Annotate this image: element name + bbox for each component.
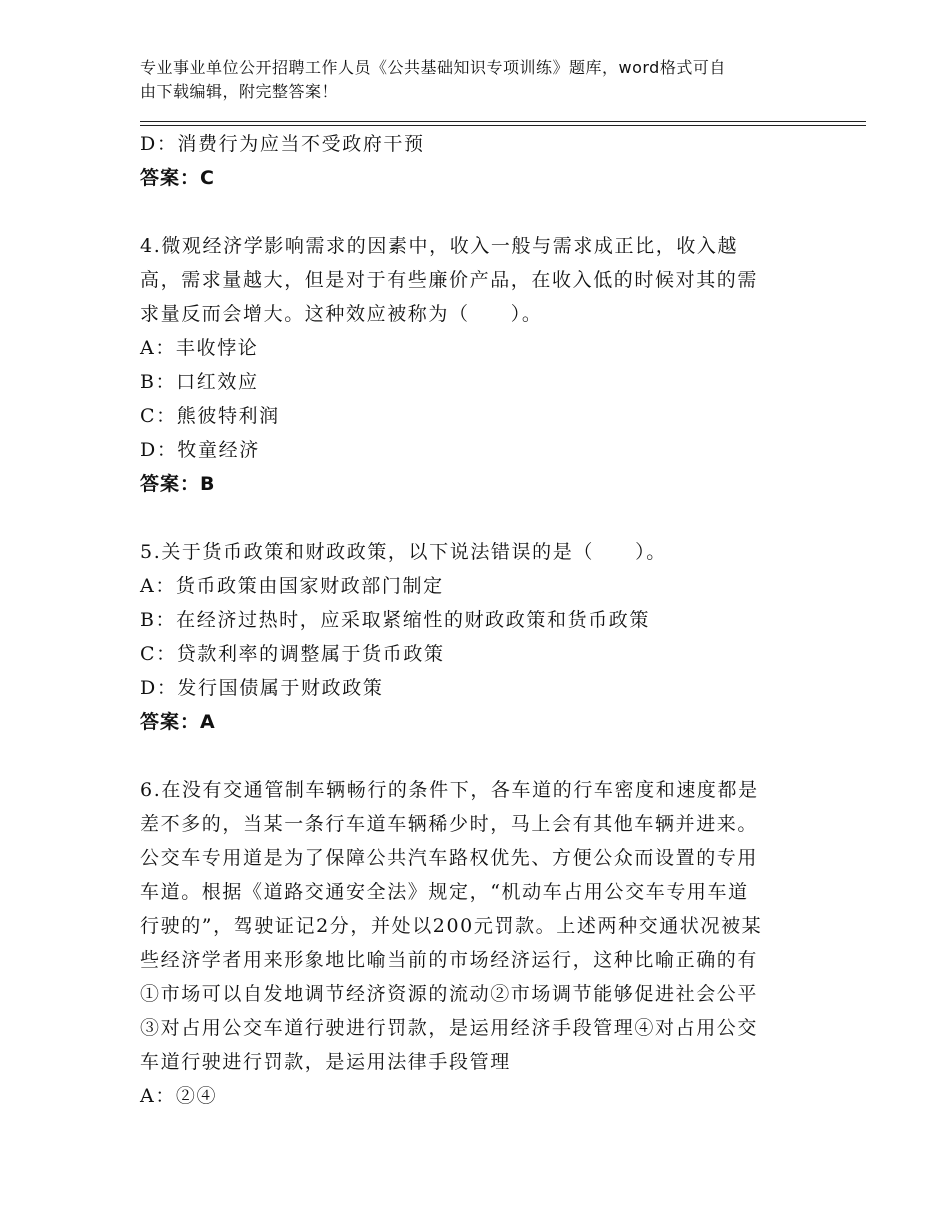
question-text-line: 6.在没有交通管制车辆畅行的条件下，各车道的行车密度和速度都是 <box>140 779 759 801</box>
question-text-line: 求量反而会增大。这种效应被称为（ ）。 <box>140 303 543 325</box>
header-rule-top <box>140 121 866 122</box>
option-a: A：货币政策由国家财政部门制定 <box>140 575 444 597</box>
answer-label: 答案：C <box>140 167 215 189</box>
question-text-line: ①市场可以自发地调节经济资源的流动②市场调节能够促进社会公平 <box>140 983 759 1005</box>
question-text-line: 差不多的，当某一条行车道车辆稀少时，马上会有其他车辆并进来。 <box>140 813 759 835</box>
option-c: C：贷款利率的调整属于货币政策 <box>140 643 445 665</box>
question-text-line: 5.关于货币政策和财政政策，以下说法错误的是（ ）。 <box>140 541 667 563</box>
question-5 <box>140 535 820 739</box>
option-a: A：丰收悖论 <box>140 337 259 359</box>
question-4 <box>140 229 820 501</box>
question-6 <box>140 773 820 1113</box>
spacer <box>140 501 820 535</box>
question-text-line: 些经济学者用来形象地比喻当前的市场经济运行，这种比喻正确的有 <box>140 949 759 971</box>
question-text-line: 公交车专用道是为了保障公共汽车路权优先、方便公众而设置的专用 <box>140 847 759 869</box>
question-text-line: 行驶的”，驾驶证记2分，并处以200元罚款。上述两种交通状况被某 <box>140 915 763 937</box>
spacer <box>140 195 820 229</box>
header-line-2: 由下载编辑，附完整答案！ <box>140 82 339 101</box>
question-3-tail <box>140 127 820 195</box>
option-a: A：②④ <box>140 1085 218 1107</box>
spacer <box>140 739 820 773</box>
page-header <box>140 56 820 104</box>
option-b: B：在经济过热时，应采取紧缩性的财政政策和货币政策 <box>140 609 650 631</box>
header-line-1: 专业事业单位公开招聘工作人员《公共基础知识专项训练》题库，word格式可自 <box>140 58 726 77</box>
question-text-line: 4.微观经济学影响需求的因素中，收入一般与需求成正比，收入越 <box>140 235 739 257</box>
option-d: D：消费行为应当不受政府干预 <box>140 133 425 155</box>
document-content <box>140 127 820 1113</box>
option-b: B：口红效应 <box>140 371 259 393</box>
answer-label: 答案：B <box>140 473 216 495</box>
option-d: D：发行国债属于财政政策 <box>140 677 384 699</box>
option-c: C：熊彼特利润 <box>140 405 280 427</box>
question-text-line: ③对占用公交车道行驶进行罚款，是运用经济手段管理④对占用公交 <box>140 1017 759 1039</box>
question-text-line: 车道。根据《道路交通安全法》规定，“机动车占用公交车专用车道 <box>140 881 749 903</box>
option-d: D：牧童经济 <box>140 439 260 461</box>
question-text-line: 车道行驶进行罚款，是运用法律手段管理 <box>140 1051 511 1073</box>
question-text-line: 高，需求量越大，但是对于有些廉价产品，在收入低的时候对其的需 <box>140 269 759 291</box>
header-rule-bottom <box>140 125 866 126</box>
answer-label: 答案：A <box>140 711 216 733</box>
